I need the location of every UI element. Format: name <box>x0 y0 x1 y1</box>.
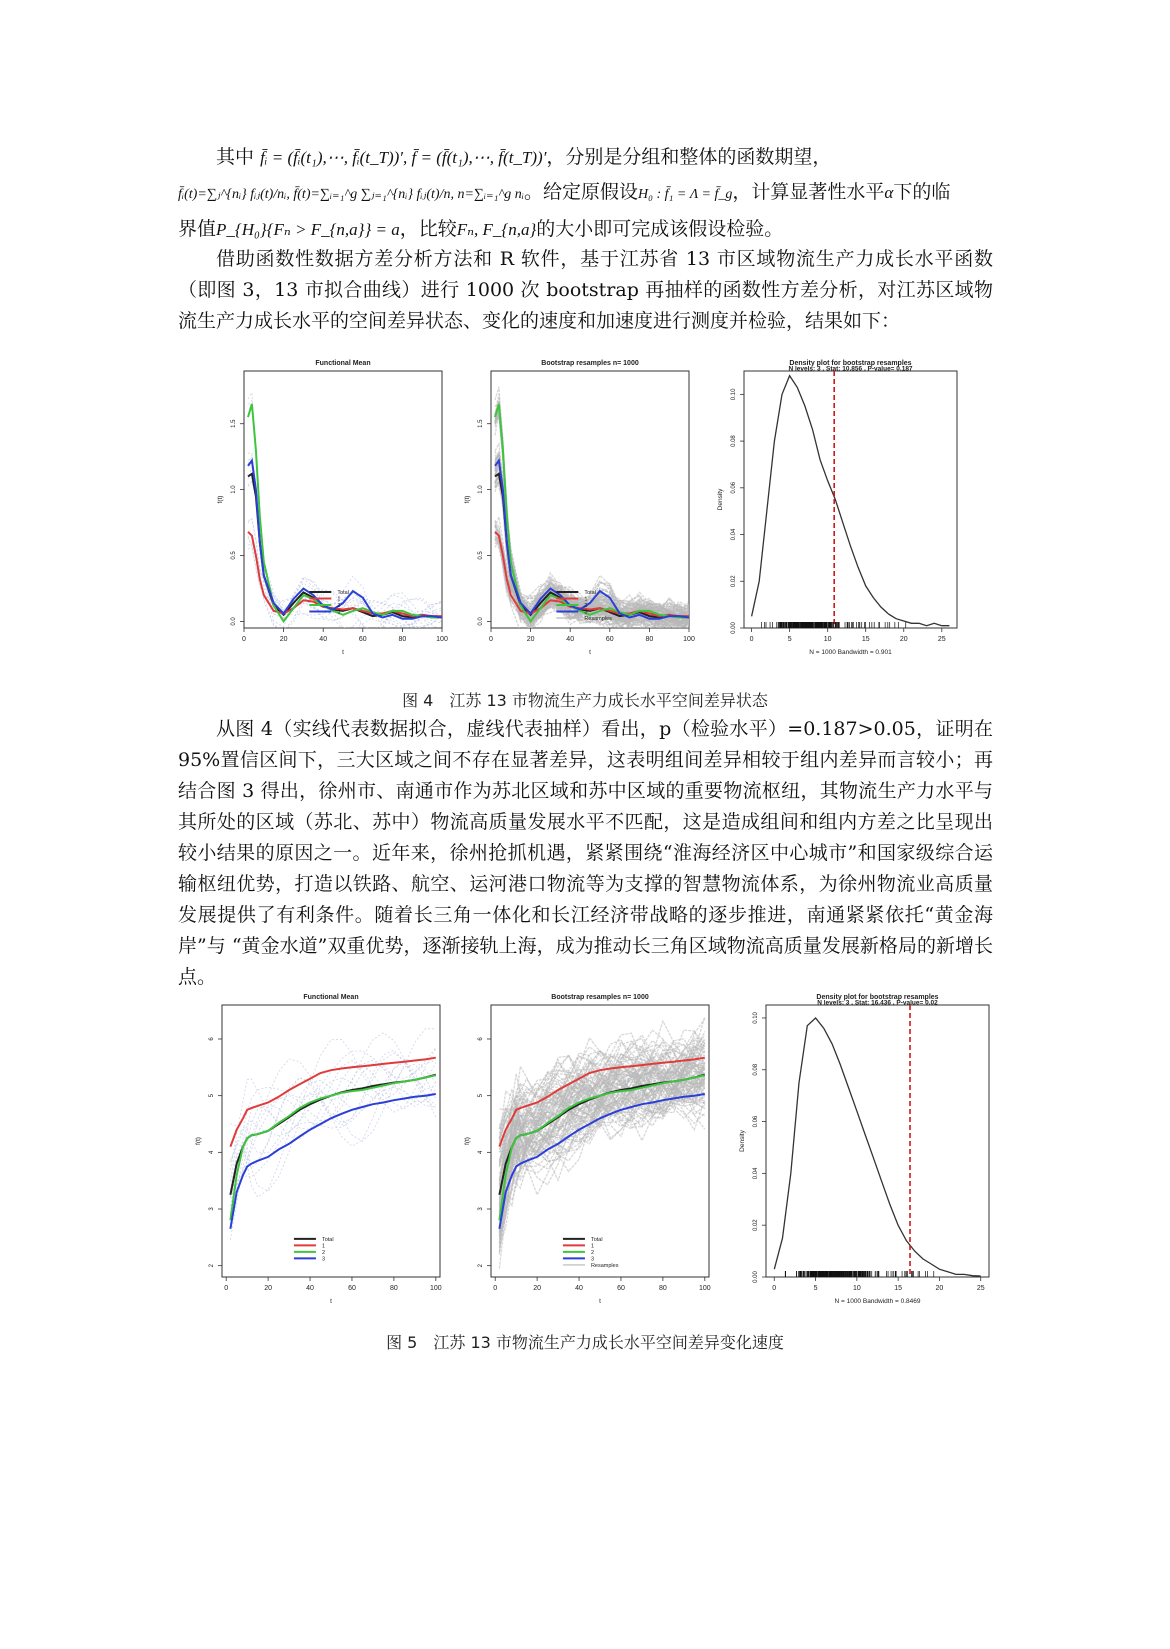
x-tick-label: 5 <box>787 636 792 643</box>
x-tick-label: 10 <box>852 1285 861 1292</box>
legend-label: 2 <box>337 603 341 610</box>
plot-frame <box>766 1005 989 1277</box>
legend-label: Total <box>584 590 596 597</box>
x-axis-label: t <box>342 649 344 656</box>
x-axis-label: N = 1000 Bandwidth = 0.901 <box>809 649 892 656</box>
chart-title: Functional Mean <box>303 994 359 1001</box>
density-curve <box>752 376 950 626</box>
x-tick-label: 5 <box>813 1285 818 1292</box>
fig4-density-panel <box>717 360 957 656</box>
text-significance: ，计算显著性水平 <box>732 181 885 203</box>
y-tick-label: 1.0 <box>478 485 484 494</box>
y-tick-label: 2 <box>209 1263 215 1268</box>
sample-line <box>230 1064 435 1214</box>
sample-line <box>230 1063 435 1213</box>
x-axis-label: t <box>599 1298 601 1305</box>
legend-label: 1 <box>584 596 588 603</box>
resample-line <box>495 403 689 619</box>
x-tick-label: 0 <box>749 636 754 643</box>
y-tick-label: 5 <box>209 1093 215 1098</box>
y-axis-label: f(t) <box>217 495 224 504</box>
y-tick-label: 0.10 <box>753 1012 759 1024</box>
y-tick-label: 2 <box>478 1263 484 1268</box>
x-axis-label: N = 1000 Bandwidth = 0.8469 <box>834 1298 921 1305</box>
x-tick-label: 15 <box>894 1285 903 1292</box>
plot-area <box>499 1017 704 1269</box>
legend-label: Resamples <box>584 616 612 623</box>
legend-label: 1 <box>590 1243 595 1250</box>
x-tick-label: 80 <box>398 636 407 643</box>
text-compare: ，比较 <box>399 218 457 240</box>
x-axis-label: t <box>589 649 591 656</box>
resample-line <box>495 416 689 629</box>
y-tick-label: 0.08 <box>731 435 737 447</box>
y-axis-label: Density <box>739 1130 746 1152</box>
fig5-bootstrap-panel <box>464 994 711 1305</box>
plot-area <box>230 1029 435 1240</box>
sample-line <box>230 1049 435 1225</box>
x-tick-label: 100 <box>683 636 695 643</box>
analysis-text: 从图 4（实线代表数据拟合，虚线代表抽样）看出，p（检验水平）=0.187>0.05，证明在 95%置信区间下，三大区域之间不存在显著差异，这表明组间差异相较于组内差异而言较小；再结合图 3 得出，徐州市、南通市作为苏北区域和苏中区域的重要物流枢纽，其物流生产力水平与其所处的区域（苏北、苏中）物流高质量发展水平不匹配，这是造成组间和组内方差之比呈现出较小结果的原因之一。近年来，徐州抢抓机遇，紧紧围绕“淮海经济区中心城市”和国家级综合运输枢纽优势，打造以铁路、航空、运河港口物流等为支撑的智慧物流体系，为徐州物流业高质量发展提供了有利条件。随着长三角一体化和长江经济带战略的逐步推进，南通紧紧依托“黄金海岸”与 “黄金水道”双重优势，逐渐接轨上海，成为推动长三角区域物流高质量发展新格局的新增长点。 <box>178 718 993 988</box>
y-tick-label: 0.5 <box>478 551 484 560</box>
text-lead: 其中 <box>216 146 255 168</box>
x-tick-label: 100 <box>429 1285 442 1292</box>
y-tick-label: 6 <box>209 1037 215 1041</box>
text-hypothesis-lead: 。给定原假设 <box>523 181 638 203</box>
formula-expectation: f̄ᵢ = (f̄ᵢ(t₁),⋯, f̄ᵢ(t_T))′, f̄ = (f̄(t₁),⋯, f̄(t_T))′ <box>260 148 547 167</box>
formula-compare: Fₙ, F_{n,a} <box>456 220 537 239</box>
text-tail: ，分别是分组和整体的函数期望， <box>546 146 832 168</box>
y-tick-label: 0.02 <box>753 1219 759 1232</box>
plot-frame <box>744 371 957 628</box>
chart-title: Bootstrap resamples n= 1000 <box>551 994 649 1001</box>
x-tick-label: 25 <box>976 1285 985 1292</box>
y-tick-label: 0.00 <box>731 622 737 634</box>
x-axis-label: t <box>330 1298 332 1305</box>
formula-critical-value: P_{H₀}{Fₙ > F_{n,a}} = a <box>216 220 400 239</box>
y-tick-label: 6 <box>478 1037 484 1041</box>
plot-area <box>495 387 689 635</box>
formula-means: f̄ᵢ(t)=∑ⱼ^{nᵢ} fᵢⱼ(t)/nᵢ, f̄(t)=∑ᵢ₌₁^g ∑ⱼ₌₁^{nᵢ} fᵢⱼ(t)/n, n=∑ᵢ₌₁^g nᵢ <box>178 187 524 202</box>
text-conclusion: 的大小即可完成该假设检验。 <box>536 218 784 240</box>
density-curve <box>774 1018 980 1276</box>
y-tick-label: 0.04 <box>731 528 737 541</box>
chart-title: Bootstrap resamples n= 1000 <box>541 360 639 367</box>
method-paragraph <box>178 244 993 337</box>
x-tick-label: 60 <box>358 636 367 643</box>
x-tick-label: 100 <box>698 1285 711 1292</box>
y-axis-label: f(t) <box>195 1137 202 1145</box>
legend-label: 3 <box>590 1256 595 1263</box>
x-tick-label: 80 <box>645 636 654 643</box>
x-tick-label: 15 <box>861 636 870 643</box>
sample-line <box>248 453 442 631</box>
resample-line <box>495 401 689 623</box>
x-tick-label: 40 <box>319 636 328 643</box>
fig4-bootstrap-panel <box>464 360 695 656</box>
y-tick-label: 0.0 <box>478 617 484 626</box>
method-text: 借助函数性数据方差分析方法和 R 软件，基于江苏省 13 市区域物流生产力成长水平函数（即图 3，13 市拟合曲线）进行 1000 次 bootstrap 再抽样的函数性方差分析，对江苏区域物流生产力成长水平的空间差异状态、变化的速度和加速度进行测度并检验，结果如下： <box>178 248 993 332</box>
x-tick-label: 40 <box>306 1285 314 1292</box>
text-critical: 界值 <box>178 218 217 240</box>
y-tick-label: 5 <box>478 1093 484 1098</box>
x-tick-label: 20 <box>279 636 288 643</box>
y-axis-label: f(t) <box>464 1137 471 1145</box>
y-tick-label: 1.5 <box>231 419 237 428</box>
y-tick-label: 0.02 <box>731 575 737 588</box>
series-line-group-2 <box>495 404 689 622</box>
y-tick-label: 0.08 <box>753 1063 759 1076</box>
y-tick-label: 0.06 <box>731 481 737 494</box>
resample-line <box>495 403 689 619</box>
x-tick-label: 0 <box>224 1285 229 1292</box>
y-tick-label: 1.5 <box>478 419 484 428</box>
fig5-density-panel <box>739 994 989 1305</box>
sample-line <box>230 1053 435 1190</box>
x-tick-label: 0 <box>489 636 493 643</box>
x-tick-label: 25 <box>937 636 946 643</box>
fig4-caption: 图 4 江苏 13 市物流生产力成长水平空间差异状态 <box>402 691 768 710</box>
chart-subtitle: N levels: 3 , Stat: 10.856 , P-value= 0.187 <box>788 365 913 373</box>
series-line-total <box>230 1075 435 1195</box>
x-tick-label: 20 <box>526 636 535 643</box>
y-tick-label: 3 <box>478 1207 484 1211</box>
x-tick-label: 80 <box>389 1285 398 1292</box>
y-tick-label: 0.5 <box>231 551 237 560</box>
legend-label: Total <box>337 590 349 597</box>
y-tick-label: 4 <box>209 1150 215 1155</box>
x-tick-label: 0 <box>772 1285 777 1292</box>
legend-label: 2 <box>584 603 588 610</box>
x-tick-label: 20 <box>899 636 908 643</box>
y-tick-label: 3 <box>209 1207 215 1211</box>
series-line-group-2 <box>248 404 442 622</box>
chart-title: Functional Mean <box>315 360 371 367</box>
y-tick-label: 0.10 <box>731 388 737 401</box>
x-tick-label: 60 <box>348 1285 356 1292</box>
formula-h0: H₀ : f̄₁ = Λ = f̄_g <box>638 187 733 202</box>
x-tick-label: 60 <box>617 1285 625 1292</box>
fig5-functional-mean-panel <box>195 994 442 1305</box>
figure-4 <box>0 352 1170 672</box>
x-tick-label: 40 <box>575 1285 583 1292</box>
formula-paragraph <box>178 140 993 247</box>
x-tick-label: 60 <box>605 636 614 643</box>
sample-line <box>230 1050 435 1168</box>
sample-line <box>230 1060 435 1182</box>
x-tick-label: 40 <box>566 636 575 643</box>
x-tick-label: 20 <box>533 1285 542 1292</box>
y-tick-label: 4 <box>478 1150 484 1155</box>
y-tick-label: 0.04 <box>753 1167 759 1180</box>
legend-label: 3 <box>321 1256 326 1263</box>
x-tick-label: 80 <box>658 1285 667 1292</box>
x-tick-label: 20 <box>935 1285 944 1292</box>
x-tick-label: 0 <box>493 1285 498 1292</box>
legend-label: 1 <box>337 596 341 603</box>
legend-label: Resamples <box>590 1262 619 1269</box>
fig5-caption: 图 5 江苏 13 市物流生产力成长水平空间差异变化速度 <box>386 1333 784 1352</box>
y-axis-label: Density <box>717 488 724 511</box>
y-tick-label: 0.0 <box>231 617 237 626</box>
y-axis-label: f(t) <box>464 495 471 504</box>
chart-title: Density plot for bootstrap resamples <box>789 360 912 367</box>
chart-subtitle: N levels: 3 , Stat: 16.436 , P-value= 0.02 <box>817 999 938 1007</box>
x-tick-label: 100 <box>436 636 448 643</box>
analysis-paragraph <box>178 714 993 993</box>
y-tick-label: 0.06 <box>753 1115 759 1128</box>
sample-line <box>230 1033 435 1140</box>
x-tick-label: 10 <box>823 636 832 643</box>
legend-label: Total <box>321 1236 334 1243</box>
sample-line <box>230 1029 435 1170</box>
y-tick-label: 0.00 <box>753 1271 759 1283</box>
chart-title: Density plot for bootstrap resamples <box>816 994 939 1001</box>
figure-5 <box>0 983 1170 1313</box>
legend-label: Total <box>590 1236 603 1243</box>
formula-alpha: α <box>884 183 894 202</box>
sample-line <box>248 456 442 623</box>
fig4-functional-mean-panel <box>217 360 448 656</box>
series-line-group-1 <box>248 532 442 616</box>
legend-label: 3 <box>584 609 588 616</box>
plot-area <box>248 393 442 636</box>
sample-line <box>230 1062 435 1239</box>
text-critical-lead: 下的临 <box>893 181 951 203</box>
x-tick-label: 20 <box>264 1285 273 1292</box>
legend-label: 3 <box>337 609 341 616</box>
y-tick-label: 1.0 <box>231 485 237 494</box>
legend-label: 2 <box>590 1249 595 1256</box>
x-tick-label: 0 <box>242 636 246 643</box>
legend-label: 1 <box>321 1243 326 1250</box>
legend-label: 2 <box>321 1249 326 1256</box>
